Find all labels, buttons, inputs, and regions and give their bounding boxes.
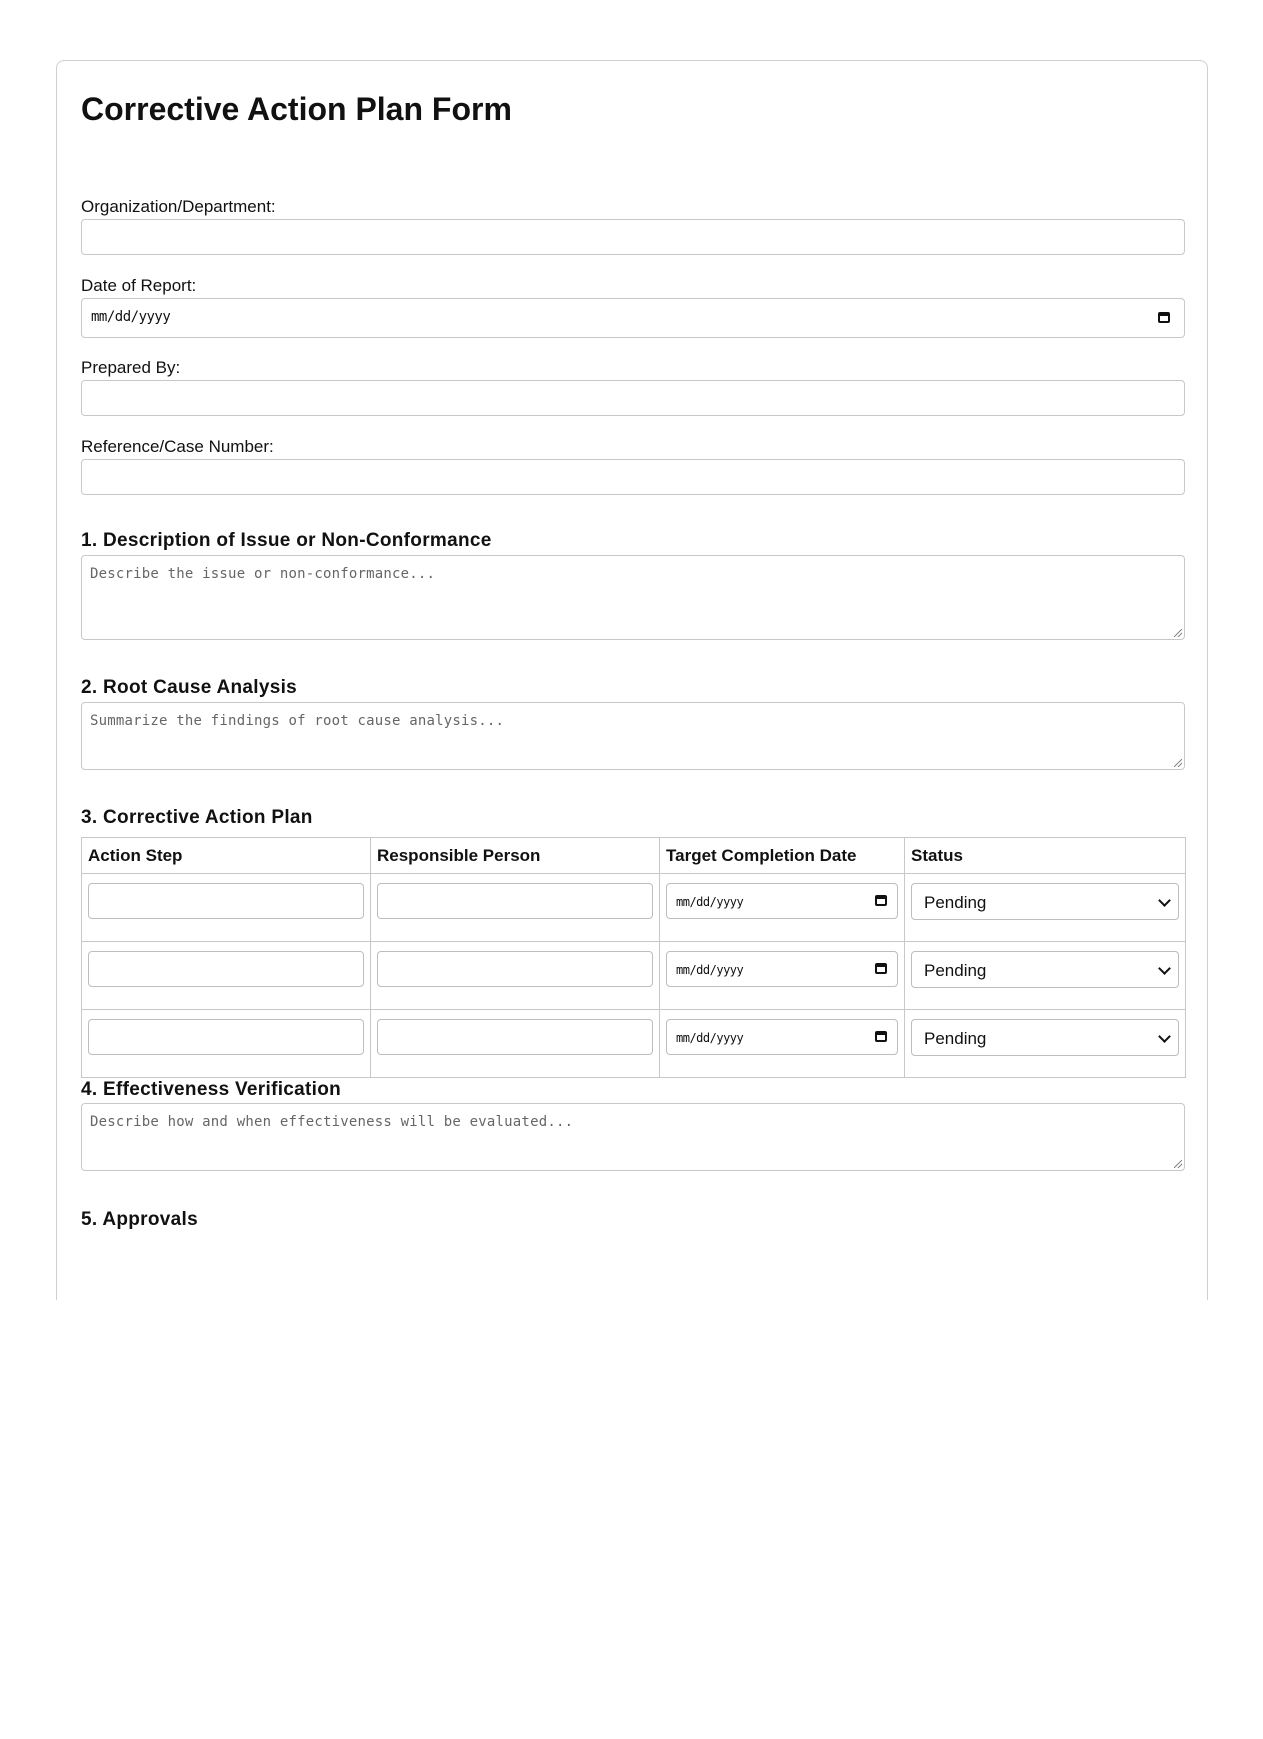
status-selected-value: Pending [924, 1029, 987, 1048]
target-date-cell [660, 874, 905, 942]
page-title: Corrective Action Plan Form [81, 91, 512, 127]
action-plan-section-title: 3. Corrective Action Plan [81, 807, 313, 828]
target-date-cell [660, 942, 905, 1010]
table-row [82, 942, 1186, 1010]
status-cell [905, 942, 1186, 1010]
responsible-person-cell [371, 1010, 660, 1078]
target-date-input[interactable] [666, 883, 898, 919]
responsible-person-input[interactable] [377, 951, 653, 987]
chevron-down-icon [1158, 1030, 1171, 1043]
calendar-icon[interactable] [875, 963, 887, 974]
action-plan-table [81, 837, 1186, 1078]
target-date-value: mm/dd/yyyy [676, 963, 744, 977]
prepared-by-label: Prepared By: [81, 358, 181, 377]
chevron-down-icon [1158, 962, 1171, 975]
status-selected-value: Pending [924, 961, 987, 980]
status-select[interactable] [911, 1019, 1179, 1056]
root-cause-textarea[interactable] [81, 702, 1185, 770]
issue-description-placeholder: Describe the issue or non-conformance... [90, 566, 436, 582]
table-header-row [82, 838, 1186, 874]
approvals-section-title: 5. Approvals [81, 1209, 198, 1230]
responsible-person-cell [371, 942, 660, 1010]
reference-number-label: Reference/Case Number: [81, 437, 274, 456]
resize-grip-icon[interactable] [1174, 1160, 1182, 1168]
verification-textarea[interactable] [81, 1103, 1185, 1171]
target-date-value: mm/dd/yyyy [676, 895, 744, 909]
root-cause-section-title: 2. Root Cause Analysis [81, 677, 298, 698]
target-date-value: mm/dd/yyyy [676, 1031, 744, 1045]
prepared-by-input[interactable] [81, 380, 1185, 416]
column-header-status: Status [905, 838, 1186, 874]
table-row [82, 874, 1186, 942]
responsible-person-cell [371, 874, 660, 942]
target-date-input[interactable] [666, 951, 898, 987]
action-step-cell [82, 942, 371, 1010]
resize-grip-icon[interactable] [1174, 759, 1182, 767]
status-select[interactable] [911, 951, 1179, 988]
action-step-cell [82, 874, 371, 942]
verification-placeholder: Describe how and when effectiveness will be evaluated... [90, 1114, 574, 1130]
action-step-cell [82, 1010, 371, 1078]
calendar-icon[interactable] [875, 895, 887, 906]
root-cause-placeholder: Summarize the findings of root cause analysis... [90, 713, 505, 729]
date-of-report-label: Date of Report: [81, 276, 197, 295]
calendar-icon[interactable] [875, 1031, 887, 1042]
organization-input[interactable] [81, 219, 1185, 255]
column-header-responsible-person: Responsible Person [371, 838, 660, 874]
table-row [82, 1010, 1186, 1078]
responsible-person-input[interactable] [377, 1019, 653, 1055]
action-step-input[interactable] [88, 883, 364, 919]
resize-grip-icon[interactable] [1174, 629, 1182, 637]
date-of-report-input[interactable] [81, 298, 1185, 338]
column-header-action-step: Action Step [82, 838, 371, 874]
calendar-icon[interactable] [1158, 312, 1170, 323]
column-header-target-date: Target Completion Date [660, 838, 905, 874]
reference-number-input[interactable] [81, 459, 1185, 495]
action-step-input[interactable] [88, 951, 364, 987]
issue-section-title: 1. Description of Issue or Non-Conformance [81, 530, 492, 551]
action-step-input[interactable] [88, 1019, 364, 1055]
target-date-input[interactable] [666, 1019, 898, 1055]
status-cell [905, 1010, 1186, 1078]
status-selected-value: Pending [924, 893, 987, 912]
status-select[interactable] [911, 883, 1179, 920]
target-date-cell [660, 1010, 905, 1078]
organization-label: Organization/Department: [81, 197, 276, 216]
verification-section-title: 4. Effectiveness Verification [81, 1079, 342, 1100]
responsible-person-input[interactable] [377, 883, 653, 919]
issue-description-textarea[interactable] [81, 555, 1185, 640]
chevron-down-icon [1158, 894, 1171, 907]
status-cell [905, 874, 1186, 942]
date-of-report-value: mm/dd/yyyy [91, 309, 171, 325]
form-card [56, 60, 1208, 1300]
